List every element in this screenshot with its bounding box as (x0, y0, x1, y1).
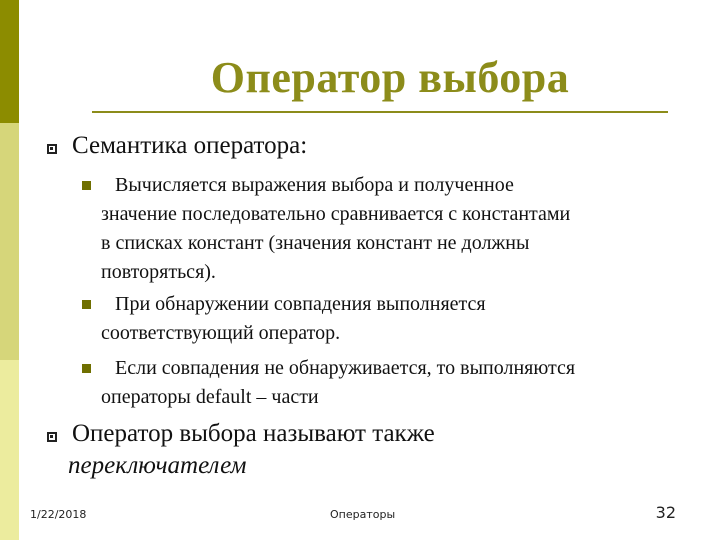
footer-date: 1/22/2018 (30, 508, 87, 521)
sub-bullet-icon (82, 181, 91, 190)
sub-bullet-line: операторы default – части (101, 386, 319, 408)
side-bar-middle (0, 123, 19, 360)
sub-bullet-icon (82, 300, 91, 309)
sub-bullet-line: соответствующий оператор. (101, 322, 341, 344)
sub-bullet-line: Если совпадения не обнаруживается, то выполняются (115, 357, 576, 379)
side-bar-bottom (0, 360, 19, 540)
sub-bullet-line: значение последовательно сравнивается с константами (101, 203, 571, 225)
title-underline (92, 111, 668, 113)
sub-bullet-line: в списках констант (значения констант не должны (101, 232, 530, 254)
sub-bullet-line: повторяться). (101, 261, 216, 283)
slide-title: Оператор выбора (210, 53, 570, 102)
footer-center: Операторы (330, 508, 396, 521)
side-bar-top (0, 0, 19, 123)
sub-bullet-line: При обнаружении совпадения выполняется (115, 293, 486, 315)
page-number: 32 (655, 503, 676, 522)
sub-bullet-line: Вычисляется выражения выбора и полученное (115, 174, 514, 196)
bullet-square-icon (47, 432, 57, 442)
bullet-square-icon (47, 144, 57, 154)
sub-bullet-icon (82, 364, 91, 373)
bullet-text: Семантика оператора: (72, 132, 308, 159)
bullet-text: Оператор выбора называют также (72, 420, 435, 447)
bullet-continuation: переключателем (68, 452, 247, 479)
